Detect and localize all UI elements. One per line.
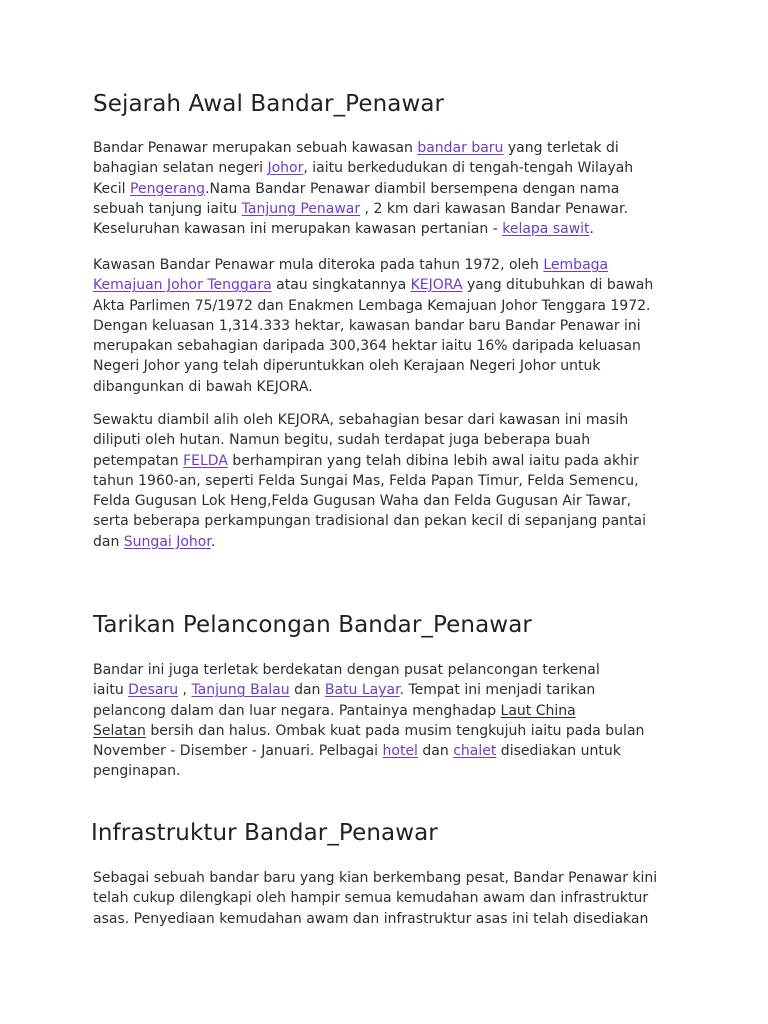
link-johor[interactable]: Johor bbox=[267, 160, 304, 177]
text-run: . Tempat ini menjadi tarikan bbox=[399, 682, 596, 699]
text-run: yang ditubuhkan di bawah bbox=[462, 277, 654, 294]
text-line bbox=[93, 532, 668, 552]
text-run: , iaitu berkedudukan di tengah-tengah Wilayah bbox=[303, 160, 634, 177]
text-run: disediakan untuk bbox=[496, 743, 621, 760]
link-tanjung-balau[interactable]: Tanjung Balau bbox=[191, 682, 290, 699]
text-line: Negeri Johor yang telah diperuntukkan oleh Kerajaan Negeri Johor untuk bbox=[93, 358, 601, 375]
link-bandar-baru[interactable]: bandar baru bbox=[417, 140, 504, 156]
link-chalet[interactable]: chalet bbox=[453, 743, 497, 760]
text-run: . bbox=[589, 221, 594, 238]
section-heading-infrastruktur: Infrastruktur Bandar_Penawar bbox=[91, 820, 438, 846]
text-line bbox=[93, 701, 668, 721]
text-run: Bandar Penawar merupakan sebuah kawasan bbox=[93, 140, 418, 156]
link-hotel[interactable]: hotel bbox=[382, 743, 418, 760]
text-run: berhampiran yang telah dibina lebih awal iaitu pada akhir bbox=[227, 452, 639, 469]
link-pengerang[interactable]: Pengerang bbox=[130, 180, 206, 197]
text-run: bersih dan halus. Ombak kuat pada musim tengkujuh iaitu pada bulan bbox=[145, 722, 645, 739]
text-run: sebuah tanjung iaitu bbox=[93, 200, 242, 217]
text-run: iaitu bbox=[93, 682, 129, 699]
text-line bbox=[93, 741, 668, 761]
text-line bbox=[93, 138, 668, 158]
text-line: Akta Parlimen 75/1972 dan Enakmen Lembaga Kemajuan Johor Tenggara 1972. bbox=[93, 297, 651, 314]
text-run: , bbox=[178, 682, 192, 699]
text-line: Sebagai sebuah bandar baru yang kian berkembang pesat, Bandar Penawar kini bbox=[93, 870, 658, 886]
paragraph-sejarah-2 bbox=[93, 255, 668, 397]
text-run: petempatan bbox=[93, 452, 184, 469]
text-run: Keseluruhan kawasan ini merupakan kawasan pertanian - bbox=[93, 221, 503, 238]
text-run: dan bbox=[289, 682, 325, 699]
text-line bbox=[93, 451, 668, 471]
underlined-laut-china-selatan: Selatan bbox=[93, 722, 146, 739]
text-run: dan bbox=[417, 743, 454, 760]
text-line bbox=[93, 275, 668, 295]
section-heading-tarikan: Tarikan Pelancongan Bandar_Penawar bbox=[93, 612, 532, 638]
paragraph-sejarah-1 bbox=[93, 138, 668, 239]
text-run: pelancong dalam dan luar negara. Pantainya menghadap bbox=[93, 702, 501, 719]
text-line bbox=[93, 219, 668, 239]
text-run: bahagian selatan negeri bbox=[93, 160, 268, 177]
text-run: , 2 km dari kawasan Bandar Penawar. bbox=[360, 200, 628, 217]
section-heading-sejarah: Sejarah Awal Bandar_Penawar bbox=[93, 91, 445, 117]
text-line bbox=[93, 680, 668, 700]
text-run: . bbox=[210, 533, 216, 550]
paragraph-sejarah-3 bbox=[93, 410, 668, 552]
text-line: telah cukup dilengkapi oleh hampir semua kemudahan awam dan infrastruktur bbox=[93, 890, 649, 907]
text-line: merupakan sebahagian daripada 300,364 hektar iaitu 16% daripada keluasan bbox=[93, 338, 641, 355]
text-line: diliputi oleh hutan. Namun begitu, sudah terdapat juga beberapa buah bbox=[93, 432, 591, 449]
text-line bbox=[93, 158, 668, 178]
underlined-laut-china-selatan: Laut China bbox=[500, 702, 576, 719]
text-line bbox=[93, 255, 668, 275]
text-line bbox=[93, 199, 668, 219]
text-line: tahun 1960-an, seperti Felda Sungai Mas, Felda Papan Timur, Felda Semencu, bbox=[93, 472, 639, 489]
text-line bbox=[93, 179, 668, 199]
paragraph-infrastruktur-1 bbox=[93, 868, 668, 929]
text-line: serta beberapa perkampungan tradisional dan pekan kecil di sepanjang pantai bbox=[93, 513, 646, 530]
link-kelapa-sawit[interactable]: kelapa sawit bbox=[502, 221, 590, 238]
text-run: November - Disember - Januari. Pelbagai bbox=[93, 743, 383, 760]
text-line: Dengan keluasan 1,314.333 hektar, kawasan bandar baru Bandar Penawar ini bbox=[93, 317, 641, 334]
text-run: Kecil bbox=[93, 180, 131, 197]
link-felda[interactable]: FELDA bbox=[183, 452, 228, 469]
link-desaru[interactable]: Desaru bbox=[128, 682, 179, 699]
text-line: penginapan. bbox=[93, 763, 181, 780]
text-line: Felda Gugusan Lok Heng,Felda Gugusan Waha dan Felda Gugusan Air Tawar, bbox=[93, 493, 632, 510]
link-lembaga-kemajuan-johor-tenggara[interactable]: Kemajuan Johor Tenggara bbox=[93, 277, 272, 294]
text-line: Sewaktu diambil alih oleh KEJORA, sebahagian besar dari kawasan ini masih bbox=[93, 412, 629, 428]
text-run: .Nama Bandar Penawar diambil bersempena dengan nama bbox=[205, 180, 620, 197]
text-run: dan bbox=[93, 533, 124, 550]
link-lembaga-kemajuan-johor-tenggara[interactable]: Lembaga bbox=[543, 257, 609, 273]
link-batu-layar[interactable]: Batu Layar bbox=[324, 682, 400, 699]
text-line: dibangunkan di bawah KEJORA. bbox=[93, 378, 313, 395]
text-line bbox=[93, 721, 668, 741]
link-sungai-johor[interactable]: Sungai Johor bbox=[123, 533, 211, 550]
text-run: Kawasan Bandar Penawar mula diteroka pada tahun 1972, oleh bbox=[93, 257, 544, 273]
text-line: asas. Penyediaan kemudahan awam dan infrastruktur asas ini telah disediakan bbox=[93, 910, 649, 927]
text-line: Bandar ini juga terletak berdekatan dengan pusat pelancongan terkenal bbox=[93, 662, 600, 678]
link-kejora[interactable]: KEJORA bbox=[410, 277, 463, 294]
text-run: atau singkatannya bbox=[271, 277, 411, 294]
link-tanjung-penawar[interactable]: Tanjung Penawar bbox=[241, 200, 361, 217]
paragraph-tarikan-1 bbox=[93, 660, 668, 782]
text-run: yang terletak di bbox=[503, 140, 619, 156]
